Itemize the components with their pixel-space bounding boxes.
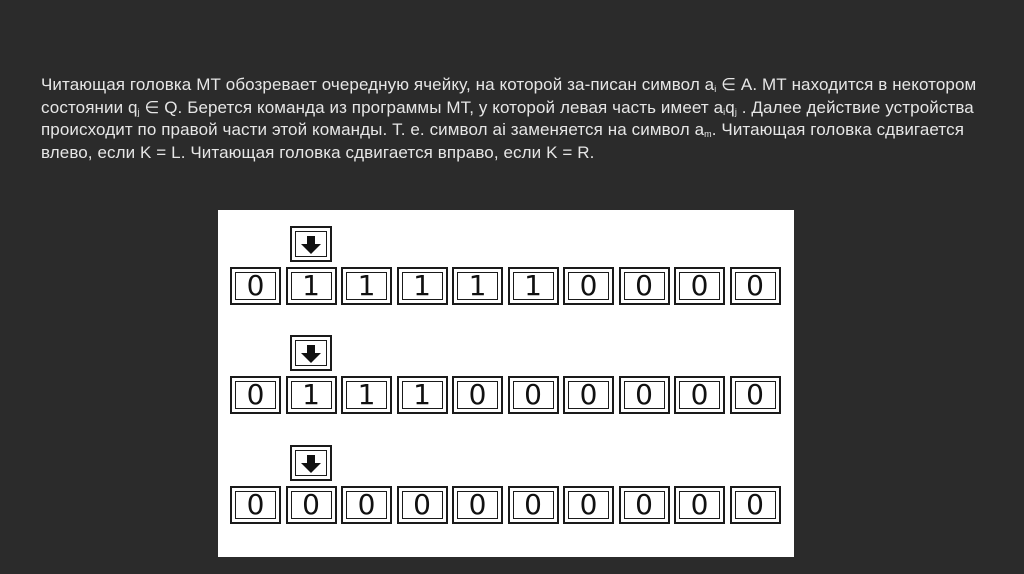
cell-symbol: 1 — [357, 269, 376, 302]
tape-cell — [397, 486, 448, 524]
tape-cell — [230, 267, 281, 305]
down-arrow-icon — [301, 345, 321, 363]
tape-cell — [452, 267, 503, 305]
cell-symbol: 0 — [246, 378, 265, 411]
cell-symbol: 0 — [468, 488, 487, 521]
tape-cell — [508, 267, 559, 305]
tape-cell — [397, 376, 448, 414]
cell-symbol: 1 — [524, 269, 542, 302]
cell-symbol: 0 — [690, 269, 709, 302]
text-part-6: . Читающая головка сдвигается влево, если K = L. Читающая головка сдвигается вправо, если K = R. — [41, 120, 965, 162]
tape-cell — [230, 376, 281, 414]
tape-cell — [619, 267, 670, 305]
tape-cell — [563, 486, 614, 524]
cell-symbol: 0 — [524, 488, 542, 521]
read-head-2 — [290, 335, 332, 371]
text-part-5: . Далее действие устройства происходит по правой части этой команды. Т. е. символ аi заменяется на символ а — [41, 97, 974, 139]
tape-cell — [508, 486, 559, 524]
cell-symbol: 1 — [413, 269, 431, 302]
tape-cell — [674, 486, 725, 524]
cell-symbol: 0 — [746, 378, 764, 411]
cell-symbol: 0 — [468, 378, 487, 411]
text-part-4: q — [725, 97, 735, 117]
tape-cell — [341, 376, 392, 414]
text-part-1: Читающая головка МТ обозревает очередную ячейку, на которой за-писан символ а — [41, 75, 715, 94]
subscript-j: j — [137, 106, 140, 117]
cell-symbol: 0 — [579, 488, 598, 521]
subscript-m: m — [704, 129, 712, 139]
tape-cell — [286, 486, 337, 524]
tape-cell — [452, 376, 503, 414]
tape-cell — [674, 376, 725, 414]
cell-symbol: 1 — [413, 378, 431, 411]
tape-cell — [397, 267, 448, 305]
tape-cell — [563, 376, 614, 414]
cell-symbol: 0 — [635, 269, 653, 302]
tape-cell — [508, 376, 559, 414]
cell-symbol: 1 — [357, 378, 376, 411]
down-arrow-icon — [301, 455, 321, 473]
down-arrow-icon — [301, 236, 321, 254]
cell-symbol: 0 — [690, 488, 709, 521]
cell-symbol: 0 — [579, 269, 598, 302]
cell-symbol: 1 — [468, 269, 487, 302]
tape-cell — [286, 267, 337, 305]
tape-cell — [341, 267, 392, 305]
cell-symbol: 0 — [579, 378, 598, 411]
text-part-3: ∈ Q. Берется команда из программы МТ, у которой левая часть имеет а — [139, 97, 724, 117]
cell-symbol: 0 — [635, 378, 653, 411]
tape-cell — [730, 267, 781, 305]
cell-symbol: 1 — [302, 269, 320, 302]
cell-symbol: 0 — [246, 269, 265, 302]
text-part-2: ∈ А. МТ находится в некотором состоянии q — [41, 75, 977, 117]
cell-symbol: 0 — [635, 488, 653, 521]
cell-symbol: 0 — [246, 488, 265, 521]
subscript-i: i — [714, 84, 717, 94]
tape-cell — [730, 376, 781, 414]
tape-cell — [341, 486, 392, 524]
cell-symbol: 0 — [357, 488, 376, 521]
cell-symbol: 1 — [302, 378, 320, 411]
read-head-1 — [290, 226, 332, 262]
tape-cell — [230, 486, 281, 524]
cell-symbol: 0 — [413, 488, 431, 521]
tape-cell — [619, 486, 670, 524]
cell-symbol: 0 — [302, 488, 320, 521]
subscript-j-2: j — [734, 106, 737, 117]
cell-symbol: 0 — [690, 378, 709, 411]
tape-cell — [286, 376, 337, 414]
read-head-3 — [290, 445, 332, 481]
tape-cell — [619, 376, 670, 414]
tape-cell — [452, 486, 503, 524]
tape-cell — [563, 267, 614, 305]
subscript-i-2: i — [723, 106, 726, 117]
description-text — [41, 74, 1001, 164]
cell-symbol: 0 — [746, 269, 764, 302]
cell-symbol: 0 — [524, 378, 542, 411]
turing-tape-figure — [218, 210, 794, 557]
cell-symbol: 0 — [746, 488, 764, 521]
tape-cell — [730, 486, 781, 524]
tape-cell — [674, 267, 725, 305]
